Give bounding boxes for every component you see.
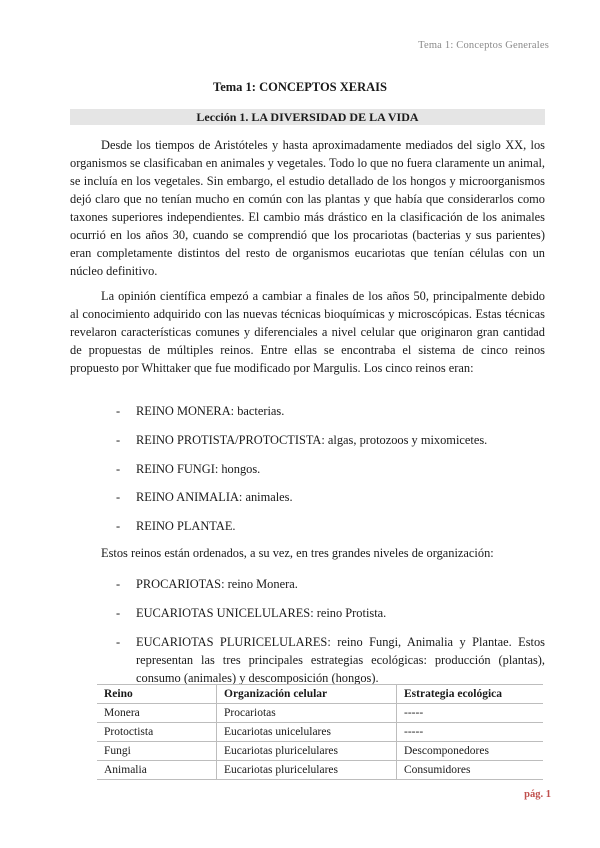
list-dash: - xyxy=(116,606,121,620)
table-row xyxy=(97,723,543,742)
table-cell: Eucariotas pluricelulares xyxy=(217,761,397,780)
list-item-text: REINO PROTISTA/PROTOCTISTA: algas, protozoos y mixomicetes. xyxy=(136,433,488,447)
page-number: pág. 1 xyxy=(524,789,551,800)
list-dash: - xyxy=(116,462,121,476)
list-dash: - xyxy=(116,433,121,447)
list-item xyxy=(117,402,545,420)
table-cell: Fungi xyxy=(97,742,217,761)
list-item xyxy=(117,488,545,506)
list-item-text: PROCARIOTAS: reino Monera. xyxy=(136,577,298,591)
table-cell: Consumidores xyxy=(397,761,544,780)
table-row xyxy=(97,704,543,723)
list-dash: - xyxy=(116,635,121,649)
table-cell: Monera xyxy=(97,704,217,723)
paragraph-levels-intro: Estos reinos están ordenados, a su vez, en tres grandes niveles de organización: xyxy=(101,546,494,560)
table-row xyxy=(97,761,543,780)
list-dash: - xyxy=(116,577,121,591)
kingdoms-table xyxy=(97,684,543,780)
list-item-text: REINO FUNGI: hongos. xyxy=(136,462,261,476)
list-item-text: EUCARIOTAS UNICELULARES: reino Protista. xyxy=(136,606,387,620)
table-header-row xyxy=(97,685,543,704)
table-row xyxy=(97,742,543,761)
paragraph-five-kingdoms: La opinión científica empezó a cambiar a finales de los años 50, principalmente debido al conocimiento adquirido con las nuevas técnicas bioquímicas y microscópicas. Estas técnicas revelaron características comunes y diferenciales a nivel celular que originaron gran cantidad de propuestas de múltiples reinos. Entre ellas se encontraba el sistema de cinco reinos propuesto por Whittaker que fue modificado por Margulis. Los cinco reinos eran: xyxy=(70,289,545,375)
list-item xyxy=(117,517,545,535)
table-cell: Animalia xyxy=(97,761,217,780)
document-title: Tema 1: CONCEPTOS XERAIS xyxy=(213,80,387,94)
table-cell: Protoctista xyxy=(97,723,217,742)
table-cell: ----- xyxy=(397,704,544,723)
table-cell: ----- xyxy=(397,723,544,742)
table-cell: Procariotas xyxy=(217,704,397,723)
list-item-text: EUCARIOTAS PLURICELULARES: reino Fungi, Animalia y Plantae. Estos representan las tres principales estrategias ecológicas: producción (plantas), consumo (animales) y descomposición (hongos). xyxy=(136,635,545,685)
table-header-cell: Reino xyxy=(97,685,217,704)
list-item xyxy=(117,633,545,687)
table-header-cell: Organización celular xyxy=(217,685,397,704)
list-dash: - xyxy=(116,519,121,533)
lesson-heading: Lección 1. LA DIVERSIDAD DE LA VIDA xyxy=(70,109,545,125)
list-dash: - xyxy=(116,490,121,504)
list-item xyxy=(117,604,545,622)
list-item-text: REINO MONERA: bacterias. xyxy=(136,404,285,418)
list-item-text: REINO ANIMALIA: animales. xyxy=(136,490,293,504)
running-header: Tema 1: Conceptos Generales xyxy=(418,40,549,51)
table-header-cell: Estrategia ecológica xyxy=(397,685,544,704)
list-item xyxy=(117,431,545,449)
table-cell: Eucariotas unicelulares xyxy=(217,723,397,742)
paragraph-history: Desde los tiempos de Aristóteles y hasta aproximadamente mediados del siglo XX, los organismos se clasificaban en animales y vegetales. Todo lo que no fuera claramente un animal, se incluía en los vegetales. Sin embargo, el estudio detallado de los hongos y microorganismos dejó claro que no tenían mucho en común con las plantas y que había que considerarlos como taxones superiores independientes. El cambio más drástico en la clasificación de los animales ocurrió en los años 30, cuando se comprendió que los procariotas (bacterias y sus parientes) eran completamente distintos del resto de organismos eucariotas que tenían células con un núcleo definitivo. xyxy=(70,138,545,278)
list-item-text: REINO PLANTAE. xyxy=(136,519,236,533)
table-cell: Eucariotas pluricelulares xyxy=(217,742,397,761)
table-cell: Descomponedores xyxy=(397,742,544,761)
list-item xyxy=(117,460,545,478)
list-dash: - xyxy=(116,404,121,418)
list-item xyxy=(117,575,545,593)
